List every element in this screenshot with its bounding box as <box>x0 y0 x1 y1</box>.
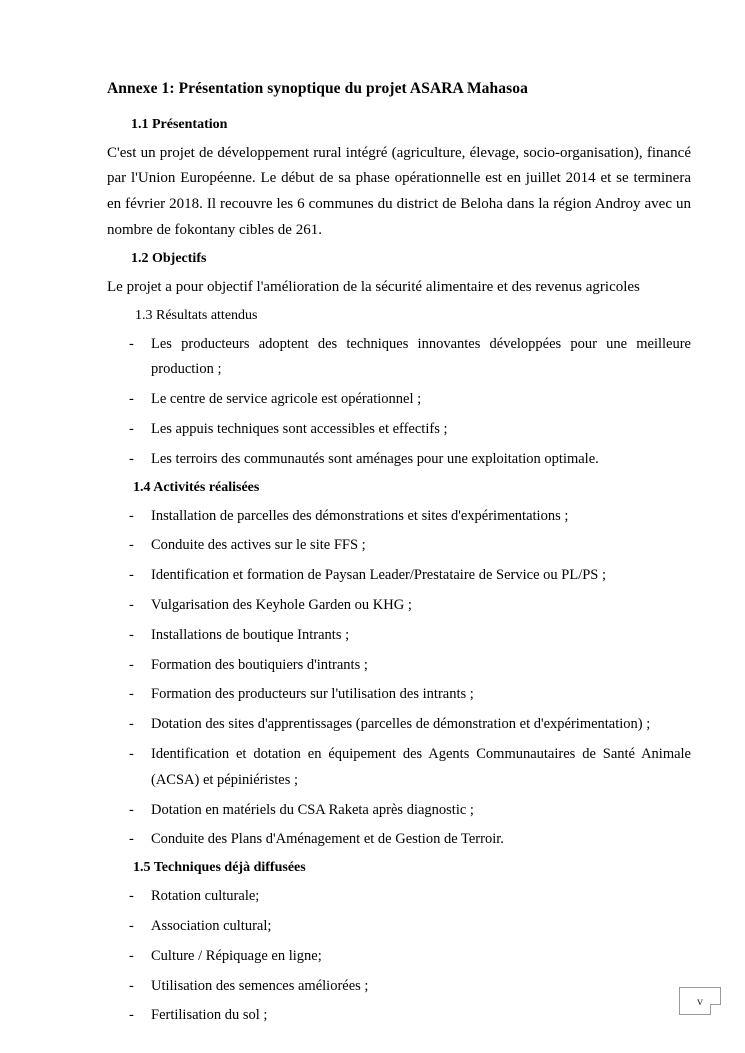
dash-marker: - <box>129 450 134 467</box>
results-list <box>107 332 691 473</box>
list-item <box>107 332 691 384</box>
section-paragraph-1-1: C'est un projet de développement rural intégré (agriculture, élevage, socio-organisation), financé par l'Union Européenne. Le début de sa phase opérationnelle est en juillet 2014 et se terminera en février 2018. Il recouvre les 6 communes du district de Beloha dans la région Androy avec un nombre de fokontany cibles de 261. <box>107 144 691 239</box>
list-item-text: Installations de boutique Intrants ; <box>151 626 350 643</box>
list-item-text: Vulgarisation des Keyhole Garden ou KHG ; <box>151 597 412 614</box>
dash-marker: - <box>129 746 134 763</box>
dash-marker: - <box>129 335 134 352</box>
list-item <box>107 798 691 824</box>
list-item <box>107 1003 691 1029</box>
list-item-text: Utilisation des semences améliorées ; <box>151 977 369 994</box>
list-item <box>107 827 691 853</box>
list-item <box>107 504 691 530</box>
list-item-text: Culture / Répiquage en ligne; <box>151 947 322 964</box>
list-item <box>107 417 691 443</box>
list-item-text: Rotation culturale; <box>151 888 260 905</box>
dash-marker: - <box>129 597 134 614</box>
list-item-text: Les terroirs des communautés sont aménages pour une exploitation optimale. <box>151 450 599 467</box>
list-item-text: Dotation en matériels du CSA Raketa après diagnostic ; <box>151 801 474 818</box>
techniques-list <box>107 884 691 1029</box>
dash-marker: - <box>129 947 134 964</box>
list-item <box>107 593 691 619</box>
dash-marker: - <box>129 1007 134 1024</box>
list-item <box>107 653 691 679</box>
list-item-text: Association cultural; <box>151 918 272 935</box>
list-item <box>107 387 691 413</box>
list-item <box>107 712 691 738</box>
corner-fold-icon <box>710 1004 721 1015</box>
list-item <box>107 447 691 473</box>
list-item-text: Formation des boutiquiers d'intrants ; <box>151 656 368 673</box>
section-heading-1-5: 1.5 Techniques déjà diffusées <box>133 860 306 876</box>
dash-marker: - <box>129 656 134 673</box>
dash-marker: - <box>129 716 134 733</box>
list-item <box>107 944 691 970</box>
list-item-text: Identification et formation de Paysan Leader/Prestataire de Service ou PL/PS ; <box>151 567 607 584</box>
list-item <box>107 884 691 910</box>
list-item-text: Formation des producteurs sur l'utilisation des intrants ; <box>151 686 474 703</box>
activities-list <box>107 504 691 854</box>
dash-marker: - <box>129 391 134 408</box>
dash-marker: - <box>129 421 134 438</box>
footer-badge-label: v <box>697 993 703 1008</box>
list-item <box>107 533 691 559</box>
section-heading-1-1: 1.1 Présentation <box>131 116 228 132</box>
list-item <box>107 563 691 589</box>
list-item-text: Dotation des sites d'apprentissages (parcelles de démonstration et d'expérimentation) ; <box>151 716 651 733</box>
list-item <box>107 914 691 940</box>
dash-marker: - <box>129 507 134 524</box>
dash-marker: - <box>129 977 134 994</box>
section-paragraph-1-2: Le projet a pour objectif l'amélioration de la sécurité alimentaire et des revenus agricoles <box>107 278 640 295</box>
dash-marker: - <box>129 918 134 935</box>
dash-marker: - <box>129 567 134 584</box>
list-item-text: Le centre de service agricole est opérationnel ; <box>151 391 422 408</box>
dash-marker: - <box>129 686 134 703</box>
list-item-text: Conduite des Plans d'Aménagement et de Gestion de Terroir. <box>151 831 504 848</box>
list-item-text: Conduite des actives sur le site FFS ; <box>151 537 366 554</box>
section-heading-1-3: 1.3 Résultats attendus <box>135 307 258 323</box>
list-item <box>107 974 691 1000</box>
section-heading-1-4: 1.4 Activités réalisées <box>133 479 260 495</box>
list-item-text: Fertilisation du sol ; <box>151 1007 268 1024</box>
dash-marker: - <box>129 626 134 643</box>
list-item <box>107 742 691 794</box>
dash-marker: - <box>129 801 134 818</box>
dash-marker: - <box>129 537 134 554</box>
list-item-text: Les producteurs adoptent des techniques innovantes développées pour une meilleure production ; <box>151 335 691 378</box>
list-item <box>107 623 691 649</box>
page-footer-badge[interactable] <box>679 987 721 1015</box>
dash-marker: - <box>129 831 134 848</box>
list-item-text: Identification et dotation en équipement des Agents Communautaires de Santé Animale (ACSA) et pépiniéristes ; <box>151 746 691 788</box>
dash-marker: - <box>129 888 134 905</box>
list-item-text: Les appuis techniques sont accessibles et effectifs ; <box>151 421 448 438</box>
section-heading-1-2: 1.2 Objectifs <box>131 250 207 266</box>
list-item <box>107 682 691 708</box>
list-item-text: Installation de parcelles des démonstrations et sites d'expérimentations ; <box>151 507 569 524</box>
page-title: Annexe 1: Présentation synoptique du projet ASARA Mahasoa <box>107 80 528 97</box>
